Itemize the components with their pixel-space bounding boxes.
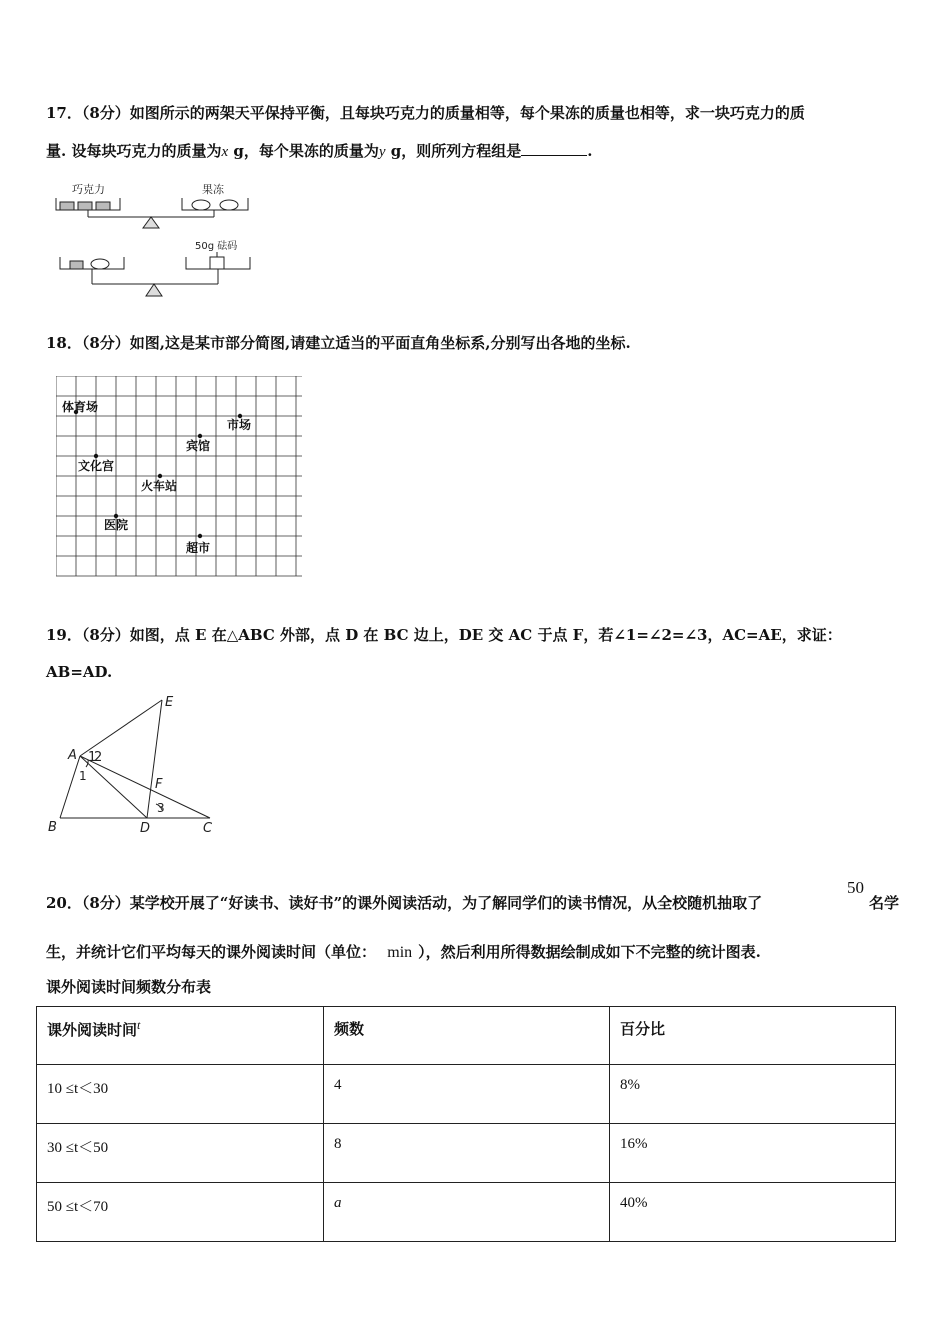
row1-pct: 8% [610,1065,896,1124]
place-culture-palace: 文化宫 [78,459,115,473]
triangle-figure [44,690,224,840]
vertex-d: D [140,821,151,836]
q20-line2-b: ），然后利用所得数据绘制成如下不完整的统计图表. [418,943,761,961]
q17-line2 [46,141,593,162]
vertex-c: C [203,821,213,836]
table-row [37,1183,896,1242]
header-freq: 频数 [324,1007,610,1065]
vertex-b: B [48,820,57,835]
city-map-grid [56,376,306,582]
label-jelly: 果冻 [202,183,224,196]
frequency-table [36,1006,896,1242]
row3-pct: 40% [610,1183,896,1242]
vertex-a: A [68,748,77,763]
point-culture-palace [94,454,98,458]
vertex-f: F [155,777,163,792]
q20-line1 [46,893,762,913]
table-row [37,1065,896,1124]
place-supermarket: 超市 [186,541,211,555]
angle-label-1: 1 [79,769,87,783]
angle-label-3: 3 [157,801,165,815]
table-row [37,1124,896,1183]
label-weight: 50g 砝码 [195,241,238,252]
answer-blank [521,141,587,156]
place-stadium: 体育场 [62,400,99,414]
q18-text: 18．（8分）如图,这是某市部分简图,请建立适当的平面直角坐标系,分别写出各地的坐标. [46,334,631,352]
table-title: 课外阅读时间频数分布表 [46,978,212,996]
angle-label-2: 2 [94,750,103,765]
q17-line2-c: g，则所列方程组是 [390,142,522,160]
unit-min: min [387,944,413,961]
q20-line2-a: 生，并统计它们平均每天的课外阅读时间（单位： [46,943,377,961]
point-hotel [198,434,202,438]
place-hospital: 医院 [104,518,129,532]
row1-range: 10 ≤t＜30 [37,1065,324,1124]
sample-count: 50 [847,878,864,897]
row2-freq: 8 [324,1124,610,1183]
label-chocolate: 巧克力 [72,183,105,196]
q20-line1-end: 名学 [869,894,900,912]
place-market: 市场 [227,418,252,432]
point-supermarket [198,534,202,538]
place-train-station: 火车站 [141,479,178,493]
var-y: y [378,144,386,160]
var-x: x [221,144,229,160]
q17-line2-b: g，每个果冻的质量为 [233,142,379,160]
q20-line2 [46,942,761,963]
header-time-var: t [137,1018,141,1032]
q19-line2: AB=AD. [46,663,113,681]
balance-figure [50,180,260,302]
vertex-e: E [165,695,174,710]
row1-freq: 4 [324,1065,610,1124]
q19-line1: 19．（8分）如图，点 E 在△ABC 外部，点 D 在 BC 边上，DE 交 AC 于点 F，若∠1=∠2=∠3，AC=AE，求证： [46,626,842,644]
row2-range: 30 ≤t＜50 [37,1124,324,1183]
q17-line2-a: 量. 设每块巧克力的质量为 [46,142,222,160]
row2-pct: 16% [610,1124,896,1183]
q17-line2-end: . [587,142,593,160]
q20-line1-text: 20．（8分）某学校开展了“好读书、读好书”的课外阅读活动，为了解同学们的读书情况，从全校随机抽取了 [46,894,763,912]
point-train-station [158,474,162,478]
table-header-row [37,1007,896,1065]
row3-range: 50 ≤t＜70 [37,1183,324,1242]
row3-freq: a [324,1183,610,1242]
q17-line1: 17．（8分）如图所示的两架天平保持平衡，且每块巧克力的质量相等，每个果冻的质量也相等，求一块巧克力的质 [46,104,805,122]
header-time: 课外阅读时间$^t$ [37,1007,324,1065]
angle-label-2-prefix: 1 [88,750,97,765]
place-hotel: 宾馆 [186,439,211,453]
header-pct: 百分比 [610,1007,896,1065]
